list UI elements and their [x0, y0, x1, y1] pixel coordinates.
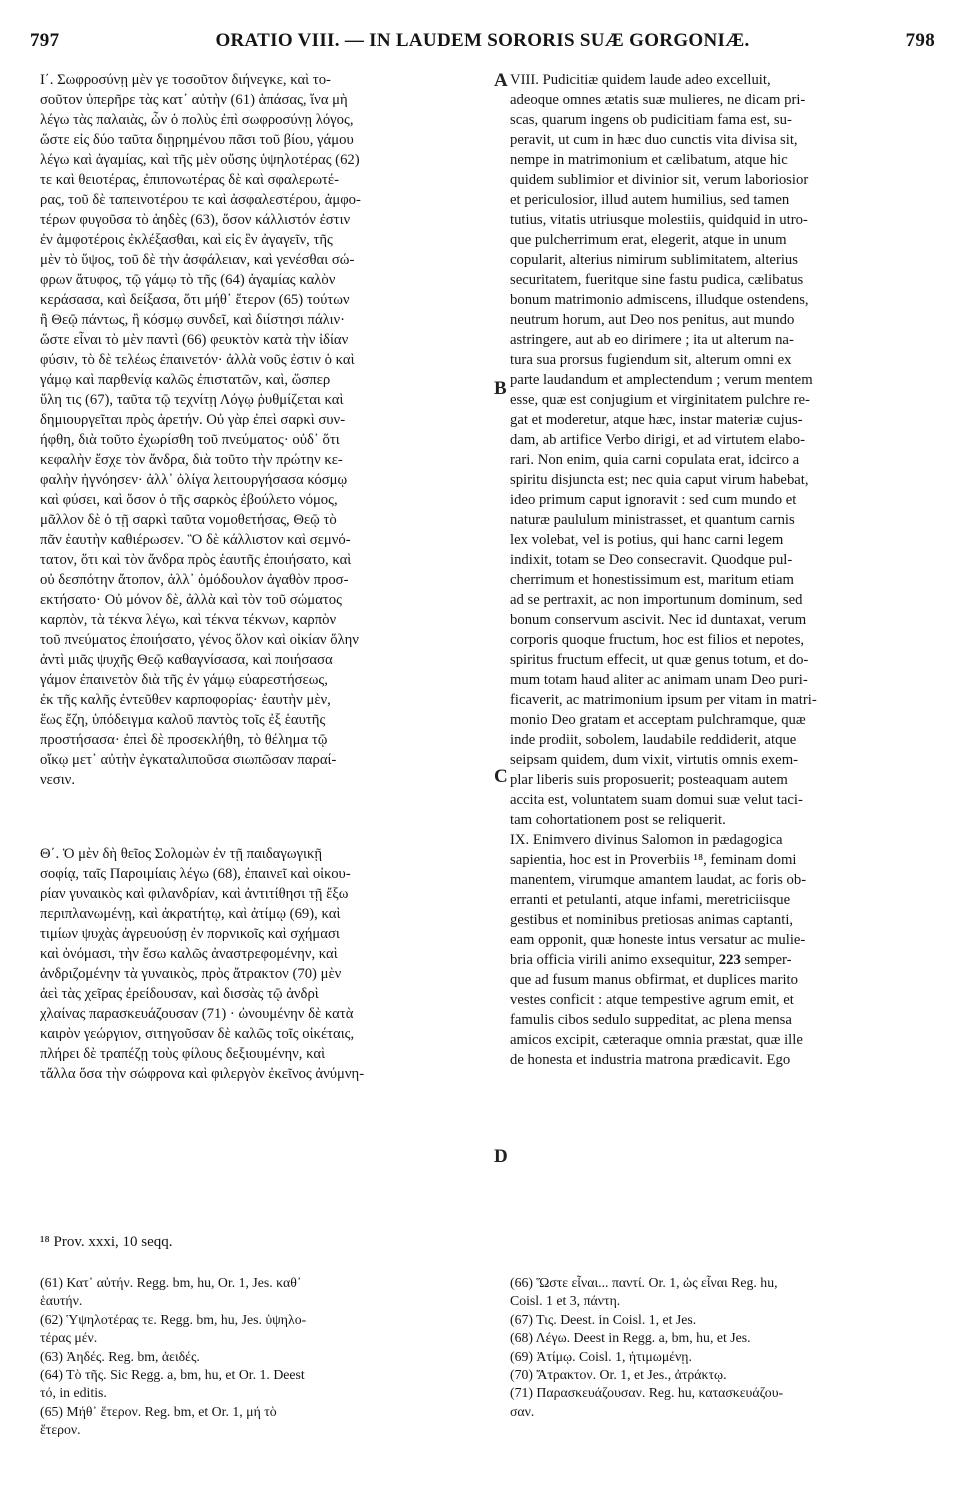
column-number: 223	[718, 952, 741, 968]
text-line: περιπλανωμένῃ, καὶ ἀκρατήτῳ, καὶ ἀτίμῳ (69), καὶ	[40, 906, 341, 922]
text-fragment: semper-	[740, 952, 792, 968]
text-line: τε καὶ θειοτέρας, ἐπιπονωτέρας δὲ καὶ σφαλερωτέ-	[40, 172, 339, 188]
text-line: neutrum horum, aut Deo nos penitus, aut mundo	[510, 312, 795, 328]
text-line: καρπὸν, τὰ τέκνα λέγω, καὶ τέκνα τέκνων, καρπὸν	[40, 612, 337, 628]
margin-marker-a: A	[494, 70, 508, 91]
text-line: τιμίων ψυχὰς ἀγρευούσῃ ἐν πορνικοῖς καὶ σχήμασι	[40, 926, 340, 942]
text-line: πλήρει δὲ τραπέζῃ τοὺς φίλους δεξιουμένην, καὶ	[40, 1046, 326, 1062]
text-line: ρας, τοῦ δὲ ταπεινοτέρου τε καὶ ἀσφαλεστέρου, ἀμφο-	[40, 192, 361, 208]
text-line: (71) Παρασκευάζουσαν. Reg. hu, κατασκευάζου-	[510, 1385, 784, 1401]
text-line: ἀνδριζομένην τὰ γυναικὸς, πρὸς ἄτρακτον (70) μὲν	[40, 966, 342, 982]
text-line: VIII. Pudicitiæ quidem laude adeo excelluit,	[510, 72, 771, 88]
text-line: que ad fusum manus obfirmat, et duplices marito	[510, 972, 798, 988]
text-line: seipsam quidem, dum vixit, virtutis omnis exem-	[510, 752, 799, 768]
text-line: φαλὴν ἠγνόησεν· ἀλλ᾽ ὀλίγα λειτουργήσασα κόσμῳ	[40, 472, 348, 488]
text-line: τἄλλα ὅσα τὴν σώφρονα καὶ φιλεργὸν ἐκεῖνος ἀνύμνη-	[40, 1066, 365, 1082]
text-line: ficaverit, ac matrimonium ipsum per vitam in matri-	[510, 692, 817, 708]
text-line: νεσιν.	[40, 772, 75, 788]
text-fragment: bria officia virili animo exsequitur,	[510, 952, 719, 968]
text-line: τέρων φυγοῦσα τὸ ἀηδὲς (63), ὅσον κάλλιστόν ἐστιν	[40, 212, 351, 228]
text-line: ρίαν γυναικὸς καὶ φιλανδρίαν, καὶ ἀντιτίθησι τῇ ἔξω	[40, 886, 349, 902]
text-line: φρων ἄτυφος, τῷ γάμῳ τὸ τῆς (64) ἀγαμίας καλὸν	[40, 272, 336, 288]
text-line: (65) Μήθ᾽ ἕτερον. Reg. bm, et Or. 1, μή τὸ	[40, 1403, 277, 1419]
text-line: Ι΄. Σωφροσύνῃ μὲν γε τοσοῦτον διήνεγκε, καὶ το-	[40, 72, 331, 88]
text-line: ὥστε εἶναι τὸ μὲν παντὶ (66) φευκτὸν κατὰ τὴν ἰδίαν	[40, 332, 349, 348]
greek-section-9	[40, 844, 485, 1084]
text-line: lex volebat, vel is potius, qui hanc carni legem	[510, 532, 784, 548]
text-line: plar liberis suis proposuerit; posteaquam autem	[510, 772, 788, 788]
text-line: nempe in matrimonium et cælibatum, atque hic	[510, 152, 788, 168]
text-line: (67) Τις. Deest. in Coisl. 1, et Jes.	[510, 1311, 697, 1327]
text-line: σοφίᾳ, ταῖς Παροιμίαις λέγω (68), ἐπαινεῖ καὶ οἰκου-	[40, 866, 351, 882]
text-line: ἕως ἔζη, ὑπόδειγμα καλοῦ παντὸς τοῖς ἐξ ἑαυτῆς	[40, 712, 326, 728]
text-line: ἀντὶ μιᾶς ψυχῆς Θεῷ καθαγνίσασα, καὶ ποιήσασα	[40, 652, 333, 668]
latin-section-8	[510, 70, 935, 830]
latin-section-9	[510, 830, 935, 950]
margin-marker-d: D	[494, 1146, 508, 1167]
text-line: ἕτερον.	[40, 1422, 81, 1438]
text-line: τατον, ὅτι καὶ τὸν ἄνδρα πρὸς ἑαυτῆς ἐποιήσατο, καὶ	[40, 552, 352, 568]
text-line: μὲν τὸ ὕψος, τοῦ δὲ τὴν ἀσφάλειαν, καὶ γενέσθαι σώ-	[40, 252, 355, 268]
greek-column	[40, 70, 485, 1084]
text-line: λέγω καὶ ἀγαμίας, καὶ τῆς μὲν οὔσης ὑψηλοτέρας (62)	[40, 152, 360, 168]
text-line: (63) Ἀηδές. Reg. bm, ἀειδές.	[40, 1348, 200, 1364]
text-line: vestes conficit : atque tempestive agrum emit, et	[510, 992, 794, 1008]
text-line: καὶ ὀνόμασι, τὴν ἔσω καλῶς ἀναστρεφομένην, καὶ	[40, 946, 338, 962]
text-line: copularit, alterius nimirum sublimitatem, alterius	[510, 252, 798, 268]
text-line: scas, quarum ingens ob pudicitiam fama est, su-	[510, 112, 792, 128]
text-line: οἴκῳ μετ᾽ αὐτὴν ἐγκαταλιποῦσα σιωπῶσαν παραί-	[40, 752, 337, 768]
text-line: famulis cibos sedulo suppeditat, ac plena mensa	[510, 1012, 792, 1028]
latin-column	[510, 70, 935, 1070]
footnote-reference: ¹⁸ Prov. xxxi, 10 seqq.	[40, 1234, 173, 1250]
text-line: parte laudandum et amplectendum ; verum mentem	[510, 372, 813, 388]
text-line	[510, 950, 935, 970]
text-line: Coisl. 1 et 3, πάντη.	[510, 1293, 621, 1309]
latin-section-9-cont	[510, 970, 935, 1070]
running-title: ORATIO VIII. — IN LAUDEM SORORIS SUÆ GORGONIÆ.	[215, 30, 750, 51]
text-line: spiritus fructum effecit, ut quæ genus totum, et do-	[510, 652, 809, 668]
text-line: τό, in editis.	[40, 1385, 107, 1401]
text-line: naturæ paululum ministrasset, et quantum carnis	[510, 512, 795, 528]
text-line: gestibus et nominibus pretiosas animas captanti,	[510, 912, 794, 928]
text-line: astringere, aut ab eo dirimere ; ita ut alterum na-	[510, 332, 794, 348]
margin-marker-b: B	[494, 378, 507, 399]
text-line: rari. Non enim, quia carni copulata erat, idcirco a	[510, 452, 800, 468]
text-line: ἢ Θεῷ πάντως, ἢ κόσμῳ συνδεῖ, καὶ διίστησι πάλιν·	[40, 312, 346, 328]
text-line: bonum conservum ascivit. Nec id duntaxat, verum	[510, 612, 807, 628]
text-line: erranti et petulanti, atque infami, meretriciisque	[510, 892, 791, 908]
text-line: securitatem, fueritque sine fastu pudica, cælibatus	[510, 272, 804, 288]
text-line: τοῦ πνεύματος ἐποιήσατο, γένος ὅλον καὶ οἰκίαν ὅλην	[40, 632, 359, 648]
text-line: γάμῳ καὶ παρθενίᾳ καλῶς ἐπιστατῶν, καὶ, ὥσπερ	[40, 372, 331, 388]
text-line: bonum matrimonio admiscens, illudque ostendens,	[510, 292, 809, 308]
text-line: amicos excipit, cæteraque omnia præstat, quæ ille	[510, 1032, 803, 1048]
text-line: μᾶλλον δὲ ὁ τῇ σαρκὶ ταῦτα νομοθετήσας, Θεῷ τὸ	[40, 512, 337, 528]
text-line: inde prodiit, sobolem, laudabile reddiderit, atque	[510, 732, 797, 748]
text-line: mum totam haud aliter ac animam unam Deo puri-	[510, 672, 808, 688]
text-line: γάμον ἐπαινετὸν διὰ τῆς ἐν γάμῳ εὐαρεστήσεως,	[40, 672, 328, 688]
text-line: quidem sublimior et divinior sit, verum laboriosior	[510, 172, 809, 188]
text-line: ἀεὶ τὰς χεῖρας ἐρείδουσαν, καὶ δισσὰς τῷ ἀνδρὶ	[40, 986, 319, 1002]
text-line: (68) Λέγω. Deest in Regg. a, bm, hu, et Jes.	[510, 1330, 751, 1346]
text-line: et periculosior, illud autem humilius, sed tamen	[510, 192, 790, 208]
text-line: (62) Ὑψηλοτέρας τε. Regg. bm, hu, Jes. ὑψηλο-	[40, 1311, 307, 1327]
text-line: tura sua prorsus fugiendum sit, alterum omni ex	[510, 352, 792, 368]
text-line: καιρὸν γεώργιον, σιτηγοῦσαν δὲ καλῶς τοῖς οἰκέταις,	[40, 1026, 355, 1042]
text-line: ήφθη, διὰ τοῦτο ἐχωρίσθη τοῦ πνεύματος· οὐδ᾽ ὅτι	[40, 432, 340, 448]
text-line: (64) Τὸ τῆς. Sic Regg. a, bm, hu, et Or. 1. Deest	[40, 1367, 305, 1383]
text-line: ἑαυτήν.	[40, 1293, 83, 1309]
text-line: esse, quæ est conjugium et virginitatem pulchre re-	[510, 392, 810, 408]
text-line: corporis quoque fructum, hoc est filios et nepotes,	[510, 632, 805, 648]
text-line: χλαίνας παρασκευάζουσαν (71) · ὠνουμένην δὲ κατὰ	[40, 1006, 354, 1022]
text-line: sapientia, hoc est in Proverbiis ¹⁸, feminam domi	[510, 852, 797, 868]
text-line: manentem, virumque amantem laudat, ac foris ob-	[510, 872, 807, 888]
text-line: IX. Enimvero divinus Salomon in pædagogica	[510, 832, 783, 848]
text-line: προστήσασα· ἐπεὶ δὲ προσεκλήθη, τὸ θέλημα τῷ	[40, 732, 328, 748]
text-line: ἐκ τῆς καλῆς ἐντεῦθεν καρποφορίας· ἑαυτὴν μὲν,	[40, 692, 331, 708]
page-number-right: 798	[905, 30, 935, 51]
text-line: φύσιν, τὸ δὲ τελέως ἐπαινετόν· ἀλλὰ νοῦς ἐστιν ὁ καὶ	[40, 352, 355, 368]
text-line: ὕλη τις (67), ταῦτα τῷ τεχνίτῃ Λόγῳ ῥυθμίζεται καὶ	[40, 392, 344, 408]
text-line: (69) Ἀτίμῳ. Coisl. 1, ἠτιμωμένῃ.	[510, 1348, 692, 1364]
text-line: dam, ab artifice Verbo dirigi, et ad virtutem elabo-	[510, 432, 806, 448]
text-line: λέγω τὰς παλαιὰς, ὧν ὁ πολὺς ἐπὶ σωφροσύνῃ λόγος,	[40, 112, 354, 128]
text-line: δημιουργεῖται πρὸς ἀρετήν. Οὐ γὰρ ἐπεὶ σαρκὶ συν-	[40, 412, 346, 428]
critical-notes-left	[40, 1274, 485, 1440]
margin-marker-c: C	[494, 766, 508, 787]
text-line: ἐν ἀμφοτέροις ἐκλέξασθαι, καὶ εἰς ἓν ἀγαγεῖν, τῆς	[40, 232, 333, 248]
greek-section-8	[40, 70, 485, 790]
text-line: eam opponit, quæ honeste intus versatur ac mulie-	[510, 932, 806, 948]
critical-notes-right	[510, 1274, 935, 1421]
text-line: σοῦτον ὑπερῆρε τὰς κατ᾽ αὐτὴν (61) ἁπάσας, ἵνα μὴ	[40, 92, 348, 108]
text-line: (70) Ἄτρακτον. Or. 1, et Jes., ἀτράκτῳ.	[510, 1367, 727, 1383]
text-line: accita est, voluntatem suam domui suæ velut taci-	[510, 792, 803, 808]
text-line: monio Deo gratam et acceptam pulchramque, quæ	[510, 712, 806, 728]
text-line: σαν.	[510, 1403, 535, 1419]
text-line: que pulcherrimum erat, elegerit, atque in unum	[510, 232, 787, 248]
text-line: ad se pertraxit, ac non importunum dominum, sed	[510, 592, 803, 608]
text-line: τέρας μέν.	[40, 1330, 98, 1346]
text-line: adeoque omnes ætatis suæ mulieres, ne dicam pri-	[510, 92, 806, 108]
text-line: (61) Κατ᾽ αὐτήν. Regg. bm, hu, Or. 1, Jes. καθ᾽	[40, 1275, 302, 1290]
text-line: de honesta et industria matrona prædicavit. Ego	[510, 1052, 791, 1068]
text-line: εκτήσατο· Οὐ μόνον δὲ, ἀλλὰ καὶ τὸν τοῦ σώματος	[40, 592, 342, 608]
text-line: spiritu disjuncta est; nec quia caput virum habebat,	[510, 472, 809, 488]
text-line: cherrimum et honestissimum est, maritum etiam	[510, 572, 794, 588]
text-line: καὶ φύσει, καὶ ὅσον ὁ τῆς σαρκὸς ἐβούλετο νόμος,	[40, 492, 338, 508]
text-line: indixit, totam se Deo consecravit. Quodque pul-	[510, 552, 793, 568]
text-line: peravit, ut cum in hæc duo cunctis vita divisa sit,	[510, 132, 798, 148]
text-line: ideo primum caput ignoravit : sed cum mundo et	[510, 492, 797, 508]
text-line: tutius, vitatis utriusque molestiis, quidquid in utro-	[510, 212, 808, 228]
text-line: κεράσασα, καὶ δείξασα, ὅτι μήθ᾽ ἕτερον (65) τούτων	[40, 292, 350, 308]
text-line: πᾶν ἑαυτὴν καθιέρωσεν. Ὃ δὲ κάλλιστον καὶ σεμνό-	[40, 532, 351, 548]
text-line: οὐ δεσπότην ἄτοπον, ἀλλ᾽ ὁμόδουλον ἀγαθὸν προσ-	[40, 572, 349, 588]
page-header	[30, 30, 935, 60]
text-line: tam cohortationem post se reliquerit.	[510, 812, 726, 828]
page-number-left: 797	[30, 30, 60, 51]
text-line: gat et moderetur, atque hæc, instar materiæ cujus-	[510, 412, 803, 428]
text-line: (66) Ὥστε εἶναι... παντί. Or. 1, ὡς εἶναι Reg. hu,	[510, 1275, 778, 1290]
text-line: κεφαλὴν ἔσχε τὸν ἄνδρα, διὰ τοῦτο τὴν πρώτην κε-	[40, 452, 343, 468]
text-line: ὥστε εἰς δύο ταῦτα διῃρημένου πᾶσι τοῦ βίου, γάμου	[40, 132, 354, 148]
text-line: Θ΄. Ὁ μὲν δὴ θεῖος Σολομὼν ἐν τῇ παιδαγωγικῇ	[40, 846, 323, 862]
